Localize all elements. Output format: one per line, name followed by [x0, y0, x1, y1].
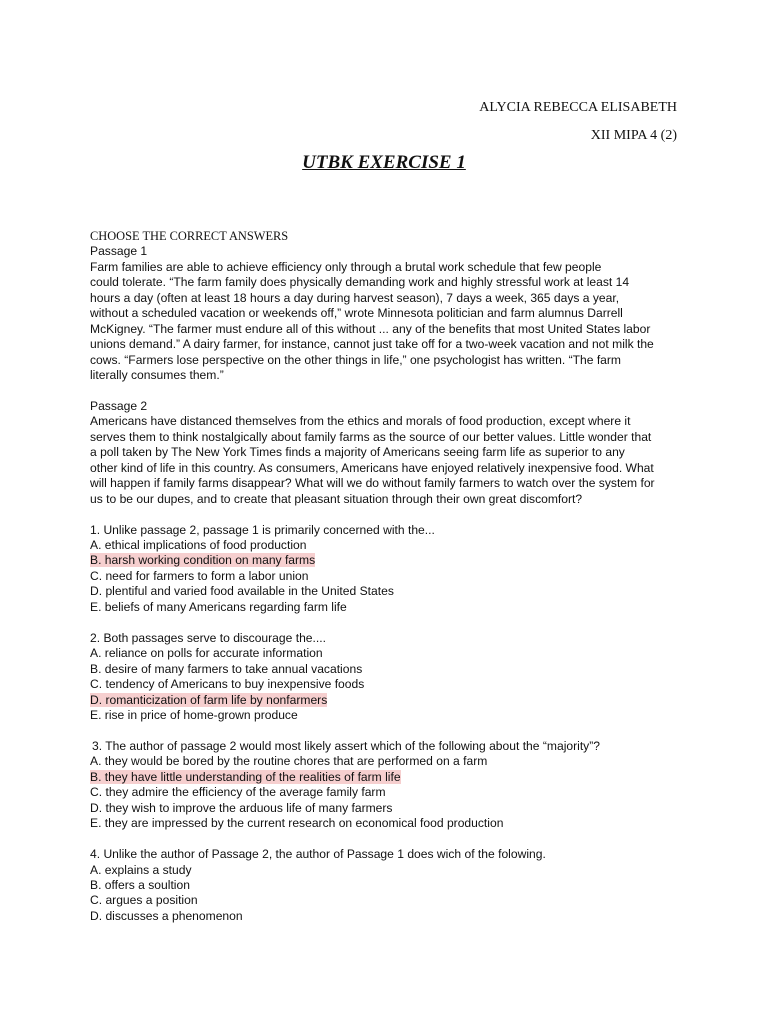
passage1-line: McKigney. “The farmer must endure all of this without ... any of the benefits that most United States labor: [90, 321, 651, 336]
passage1-line: could tolerate. “The farm family does physically demanding work and highly stressful work at least 14: [90, 275, 630, 290]
question-4: [90, 847, 690, 924]
passage2-label: Passage 2: [90, 398, 148, 413]
answer-option: A. reliance on polls for accurate information: [90, 646, 323, 661]
answer-option: D. discusses a phenomenon: [90, 908, 243, 923]
question-stem: 1. Unlike passage 2, passage 1 is primarily concerned with the...: [90, 522, 435, 537]
question-stem: 3. The author of passage 2 would most likely assert which of the following about the “majority”?: [92, 738, 600, 753]
answer-option: A. explains a study: [90, 862, 192, 877]
passage2-line: will happen if family farms disappear? What will we do without family farmers to watch over the system for: [90, 476, 655, 491]
spacer: [90, 384, 690, 399]
answer-option: A. ethical implications of food production: [90, 538, 307, 553]
spacer: [90, 615, 690, 630]
passage2-body: [90, 414, 690, 507]
answer-option: C. tendency of Americans to buy inexpensive foods: [90, 677, 365, 692]
passage1-line: without a scheduled vacation or weekends off,” wrote Minnesota politician and farm alumnus Darrell: [90, 306, 623, 321]
passage2-line: Americans have distanced themselves from the ethics and morals of food production, except where it: [90, 414, 631, 429]
question-3: [90, 739, 690, 832]
passage1-line: literally consumes them.”: [90, 368, 224, 383]
answer-option-highlighted: D. romanticization of farm life by nonfarmers: [90, 692, 328, 707]
question-2: [90, 631, 690, 724]
passage1-line: hours a day (often at least 18 hours a day during harvest season), 7 days a week, 365 days a year,: [90, 290, 620, 305]
author-block: [479, 94, 677, 150]
author-class: XII MIPA 4 (2): [590, 128, 677, 143]
answer-option-highlighted: B. harsh working condition on many farms: [90, 553, 316, 568]
spacer: [90, 832, 690, 847]
passage1-line: Farm families are able to achieve efficiency only through a brutal work schedule that few people: [90, 259, 602, 274]
passage1-line: cows. “Farmers lose perspective on the other things in life,” one psychologist has written. “The farm: [90, 352, 622, 367]
spacer: [90, 723, 690, 738]
passage2-line: a poll taken by The New York Times finds a majority of Americans seeing farm life as superior to any: [90, 445, 625, 460]
answer-option: D. plentiful and varied food available in the United States: [90, 584, 394, 599]
answer-option: B. desire of many farmers to take annual vacations: [90, 661, 363, 676]
question-stem: 4. Unlike the author of Passage 2, the author of Passage 1 does wich of the folowing.: [90, 847, 546, 862]
question-stem: 2. Both passages serve to discourage the....: [90, 630, 326, 645]
spacer: [90, 507, 690, 522]
passage1-line: unions demand.” A dairy farmer, for instance, cannot just take off for a two-week vacation and not milk the: [90, 337, 654, 352]
answer-option: C. argues a position: [90, 893, 198, 908]
passage1-body: [90, 260, 690, 384]
answer-option: A. they would be bored by the routine chores that are performed on a farm: [90, 754, 488, 769]
author-name: ALYCIA REBECCA ELISABETH: [479, 100, 677, 115]
passage2-line: us to be our dupes, and to create that pleasant situation through their own great discomfort?: [90, 491, 583, 506]
question-1: [90, 523, 690, 616]
passage2-line: other kind of life in this country. As consumers, Americans have enjoyed relatively inexpensive food. What: [90, 460, 654, 475]
answer-option-highlighted: B. they have little understanding of the realities of farm life: [90, 769, 401, 784]
answer-option: E. they are impressed by the current research on economical food production: [90, 816, 504, 831]
answer-option: E. rise in price of home-grown produce: [90, 708, 298, 722]
document-title: UTBK EXERCISE 1: [302, 152, 466, 173]
document-body: [90, 229, 690, 924]
answer-option: D. they wish to improve the arduous life of many farmers: [90, 800, 393, 815]
passage1-label: Passage 1: [90, 244, 148, 259]
answer-option: E. beliefs of many Americans regarding farm life: [90, 599, 347, 614]
answer-option: C. need for farmers to form a labor union: [90, 568, 309, 583]
passage2-line: serves them to think nostalgically about family farms as the source of our better values. Little wonder that: [90, 429, 652, 444]
answer-option: B. offers a soultion: [90, 877, 190, 892]
instruction-text: CHOOSE THE CORRECT ANSWERS: [90, 229, 289, 243]
answer-option: C. they admire the efficiency of the average family farm: [90, 785, 386, 800]
